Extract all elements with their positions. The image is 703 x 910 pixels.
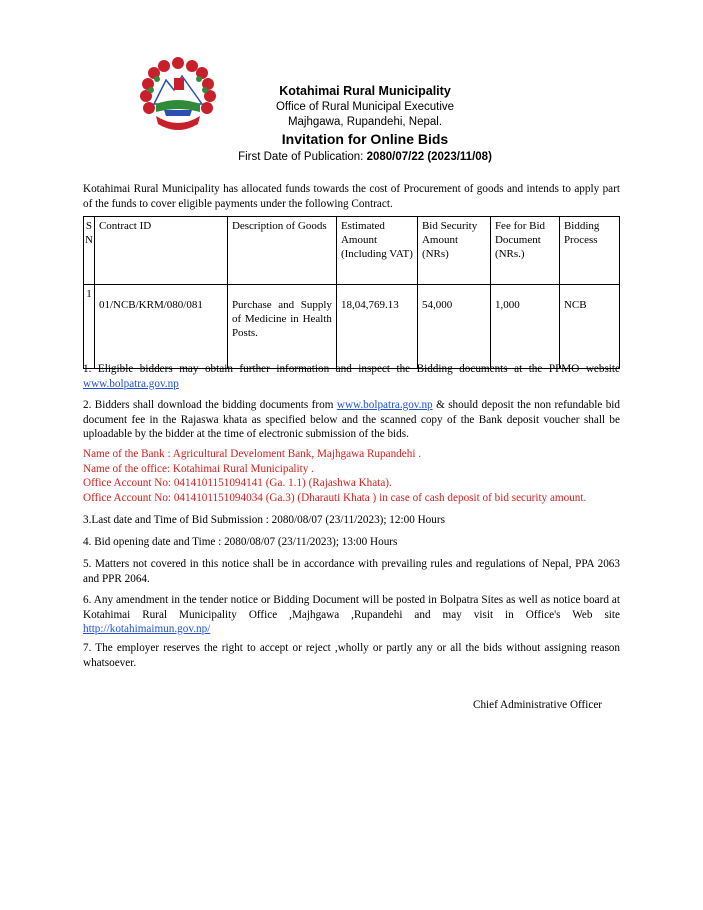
note-1	[83, 362, 620, 391]
account-rajashwa-line: Office Account No: 0414101151094141 (Ga. 1.1) (Rajashwa Khata).	[83, 477, 392, 489]
publication-date: 2080/07/22 (2023/11/08)	[366, 151, 492, 163]
note-5: 5. Matters not covered in this notice shall be in accordance with prevailing rules and regulations of Nepal, PPA 2063 and PPR 2064.	[83, 558, 620, 585]
bank-name-line: Name of the Bank : Agricultural Develoment Bank, Majhgawa Rupandehi .	[83, 448, 422, 460]
cell-estimated-amount: 18,04,769.13	[336, 285, 417, 369]
cell-contract-id: 01/NCB/KRM/080/081	[94, 285, 227, 369]
publication-date-line	[170, 151, 560, 163]
office-name: Office of Rural Municipal Executive	[275, 101, 455, 113]
note-7: 7. The employer reserves the right to accept or reject ,wholly or partly any or all the bids without assigning reason whatsoever.	[83, 642, 620, 669]
municipality-website-link[interactable]: http://kotahimaimun.gov.np/	[83, 623, 211, 635]
note-6-text: 6. Any amendment in the tender notice or Bidding Document will be posted in Bolpatra Sites as well as notice board at Kotahimai Rural Municipality Office ,Majhgawa ,Rupandehi and may visit in Office's Web site	[83, 594, 620, 621]
cell-description: Purchase and Supply of Medicine in Health Posts.	[227, 285, 336, 369]
organization-name: Kotahimai Rural Municipality	[279, 84, 451, 98]
bolpatra-link[interactable]: www.bolpatra.gov.np	[83, 377, 179, 390]
note-3: 3.Last date and Time of Bid Submission : 2080/08/07 (23/11/2023); 12:00 Hours	[83, 514, 445, 526]
note-2-text-a: 2. Bidders shall download the bidding documents from	[83, 399, 337, 411]
header-bid-security: Bid Security Amount (NRs)	[417, 217, 490, 285]
cell-bidding-process: NCB	[559, 285, 619, 369]
publication-label: First Date of Publication:	[238, 151, 367, 163]
office-name-line: Name of the office: Kotahimai Rural Municipality .	[83, 462, 314, 475]
header-contract-id: Contract ID	[94, 217, 227, 285]
header-sn: S N	[84, 217, 95, 285]
header-bidding-process: Bidding Process	[559, 217, 619, 285]
note-6	[83, 593, 620, 637]
bid-table	[83, 216, 620, 369]
header-bid-document-fee: Fee for Bid Document (NRs.)	[490, 217, 559, 285]
header-description: Description of Goods	[227, 217, 336, 285]
cell-bid-security: 54,000	[417, 285, 490, 369]
office-address: Majhgawa, Rupandehi, Nepal.	[287, 116, 443, 128]
intro-paragraph: Kotahimai Rural Municipality has allocated funds towards the cost of Procurement of goods and intends to apply part of the funds to cover eligible payments under the following Contract.	[83, 183, 620, 210]
signatory-title: Chief Administrative Officer	[473, 699, 603, 711]
notice-title: Invitation for Online Bids	[281, 131, 449, 147]
bank-details	[83, 447, 620, 505]
table-row	[84, 285, 620, 369]
note-2	[83, 398, 620, 442]
bolpatra-link-2[interactable]: www.bolpatra.gov.np	[336, 399, 433, 411]
note-4: 4. Bid opening date and Time : 2080/08/07 (23/11/2023); 13:00 Hours	[83, 536, 398, 548]
header-estimated-amount: Estimated Amount (Including VAT)	[336, 217, 417, 285]
cell-bid-document-fee: 1,000	[490, 285, 559, 369]
account-dharauti-line: Office Account No: 0414101151094034 (Ga.3) (Dharauti Khata ) in case of cash deposit of bid security amount.	[83, 491, 587, 504]
table-header-row	[84, 217, 620, 285]
cell-sn: 1	[84, 285, 95, 369]
note-1-text: 1. Eligible bidders may obtain further information and inspect the Bidding documents at the PPMO website	[83, 363, 620, 375]
note-2-text-b: & should deposit the non refundable bid document fee in the Rajaswa khata as specified below and the scanned copy of the Bank deposit voucher shall be uploadable by the bidder at the time of electronic submission of the bids.	[83, 399, 621, 440]
